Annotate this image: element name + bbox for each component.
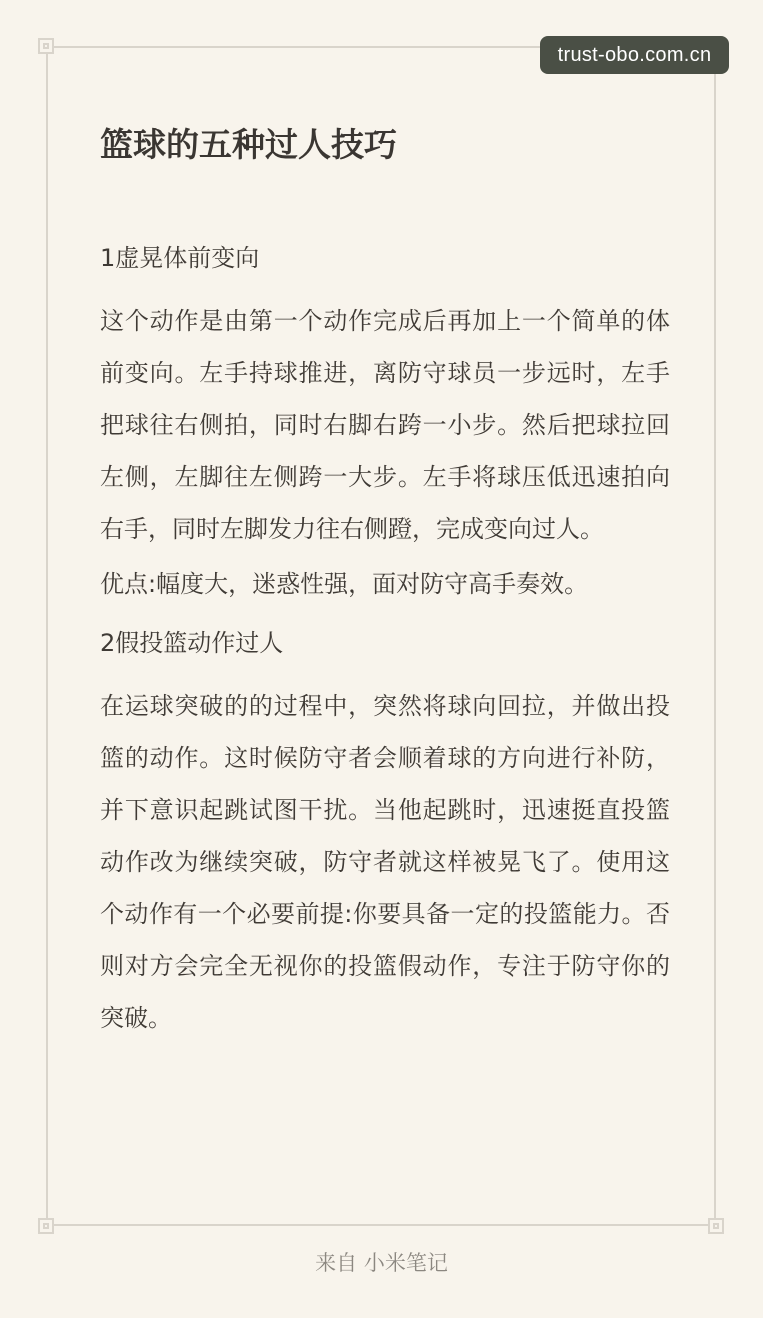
source-footer: 来自 小米笔记	[315, 1251, 448, 1275]
section-paragraph: 这个动作是由第一个动作完成后再加上一个简单的体前变向。左手持球推进，离防守球员一步远时，左手把球往右侧拍，同时右脚右跨一小步。然后把球拉回左侧，左脚往左侧跨一大步。左手将球压低迅速拍向右手，同时左脚发力往右侧蹬，完成变向过人。	[100, 307, 670, 543]
corner-ornament	[38, 1218, 54, 1234]
section-paragraph: 在运球突破的的过程中，突然将球向回拉，并做出投篮的动作。这时候防守者会顺着球的方向进行补防，并下意识起跳试图干扰。当他起跳时，迅速挺直投篮动作改为继续突破，防守者就这样被晃飞了。使用这个动作有一个必要前提:你要具备一定的投篮能力。否则对方会完全无视你的投篮假动作，专注于防守你的突破。	[100, 692, 670, 1032]
corner-ornament	[38, 38, 54, 54]
note-title: 篮球的五种过人技巧	[100, 125, 397, 164]
section-heading: 2假投篮动作过人	[100, 629, 284, 657]
section-heading: 1虚晃体前变向	[100, 244, 260, 272]
note-content	[100, 118, 670, 1044]
corner-ornament	[708, 1218, 724, 1234]
watermark-badge: trust-obo.com.cn	[540, 36, 729, 74]
section-merit: 优点:幅度大，迷惑性强，面对防守高手奏效。	[100, 570, 589, 598]
